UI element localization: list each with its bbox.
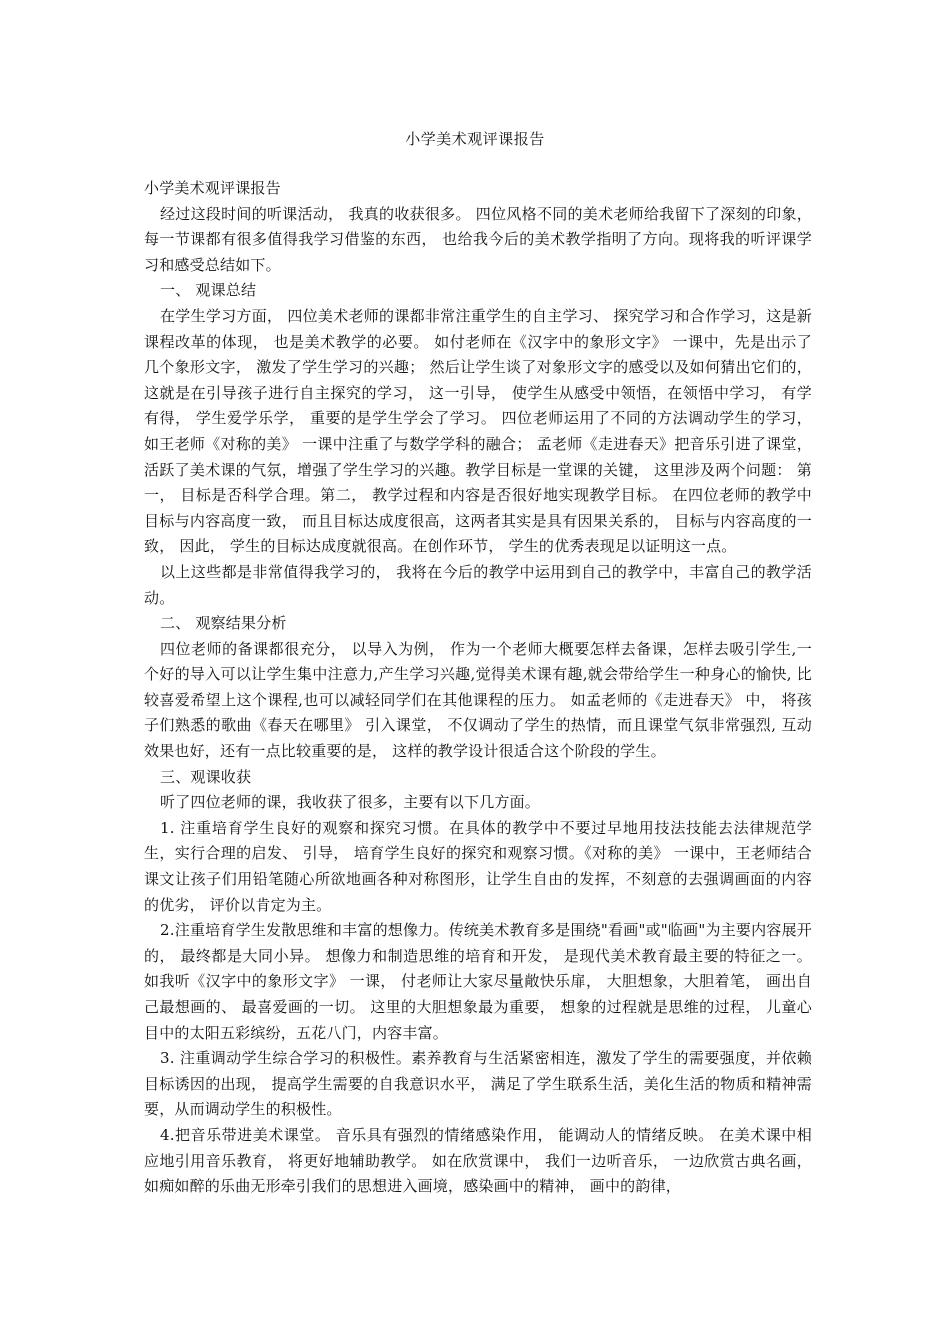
- section-2-heading: 二、 观察结果分析: [160, 614, 287, 633]
- document-subtitle: 小学美术观评课报告: [144, 179, 281, 197]
- intro-paragraph: 经过这段时间的听课活动， 我真的收获很多。 四位风格不同的美术老师给我留下了深刻的印象， 每一节课都有很多值得我学习借鉴的东西， 也给我今后的美术教学指明了方向。现将我的听评课学习和感受总结如下。: [144, 204, 812, 274]
- section-3-heading: 三、观课收获: [160, 767, 252, 786]
- document-title: 小学美术观评课报告: [405, 130, 545, 148]
- section-1-paragraph-2: 以上这些都是非常值得我学习的， 我将在今后的教学中运用到自己的教学中，丰富自己的教学活动。: [144, 562, 812, 607]
- section-3-paragraph-5: 4.把音乐带进美术课堂。 音乐具有强烈的情绪感染作用， 能调动人的情绪反映。 在美术课中相应地引用音乐教育， 将更好地辅助教学。 如在欣赏课中， 我们一边听音乐， 一边欣赏古典名画， 如痴如醉的乐曲无形牵引我们的思想进入画境，感染画中的精神， 画中的韵律，: [144, 1125, 812, 1196]
- section-1-paragraph-1: 在学生学习方面， 四位美术老师的课都非常注重学生的自主学习、 探究学习和合作学习，这是新课程改革的体现， 也是美术教学的必要。 如付老师在《汉字中的象形文字》 一课中，先是出示了几个象形文字， 激发了学生学习的兴趣； 然后让学生谈了对象形文字的感受以及如何猜出它们的， 这就是在引导孩子进行自主探究的学习， 这一引导， 使学生从感受中领悟，在领悟中学习， 有学有得， 学生爱学乐学， 重要的是学生学会了学习。 四位老师运用了不同的方法调动学生的学习， 如王老师《对称的美》 一课中注重了与数学学科的融合； 孟老师《走进春天》把音乐引进了课堂，活跃了美术课的气氛，增强了学生学习的兴趣。教学目标是一堂课的关键， 这里涉及两个问题： 第一， 目标是否科学合理。第二， 教学过程和内容是否很好地实现教学目标。 在四位老师的教学中目标与内容高度一致， 而且目标达成度很高，这两者其实是具有因果关系的， 目标与内容高度的一致， 因此， 学生的目标达成度就很高。在创作环节， 学生的优秀表现足以证明这一点。: [144, 306, 812, 556]
- section-3-paragraph-1: 听了四位老师的课，我收获了很多，主要有以下几方面。: [160, 793, 541, 812]
- section-3-paragraph-3: 2.注重培育学生发散思维和丰富的想像力。传统美术教育多是围绕"看画"或"临画"为主要内容展开的， 最终都是大同小异。 想像力和制造思维的培育和开发， 是现代美术教育最主要的特征之一。 如我听《汉字中的象形文字》 一课， 付老师让大家尽量敞快乐扉， 大胆想象，大胆着笔， 画出自己最想画的、 最喜爱画的一切。 这里的大胆想象最为重要， 想象的过程就是思维的过程， 儿童心目中的太阳五彩缤纷，五花八门，内容丰富。: [144, 921, 812, 1042]
- section-1-heading: 一、 观课总结: [160, 281, 257, 300]
- section-3-paragraph-2: 1. 注重培育学生良好的观察和探究习惯。在具体的教学中不要过早地用技法技能去法律规范学生，实行合理的启发、 引导， 培育学生良好的探究和观察习惯。《对称的美》 一课中，王老师结合课文让孩子们用铅笔随心所欲地画各种对称图形，让学生自由的发挥，不刻意的去强调画面的内容的优劣， 评价以肯定为主。: [144, 818, 812, 914]
- section-2-paragraph-1: 四位老师的备课都很充分， 以导入为例， 作为一个老师大概要怎样去备课，怎样去吸引学生,一个好的导入可以让学生集中注意力,产生学习兴趣,觉得美术课有趣,就会带给学生一种身心的愉快, 比较喜爱希望上这个课程,也可以减轻同学们在其他课程的压力。 如孟老师的《走进春天》 中， 将孩子们熟悉的歌曲《春天在哪里》 引入课堂， 不仅调动了学生的热情，而且课堂气氛非常强烈, 互动效果也好，还有一点比较重要的是， 这样的教学设计很适合这个阶段的学生。: [144, 639, 812, 761]
- section-3-paragraph-4: 3. 注重调动学生综合学习的积极性。素养教育与生活紧密相连，激发了学生的需要强度，并依赖目标诱因的出现， 提高学生需要的自我意识水平， 满足了学生联系生活，美化生活的物质和精神需要，从而调动学生的积极性。: [144, 1049, 812, 1119]
- document-body: [144, 176, 812, 1200]
